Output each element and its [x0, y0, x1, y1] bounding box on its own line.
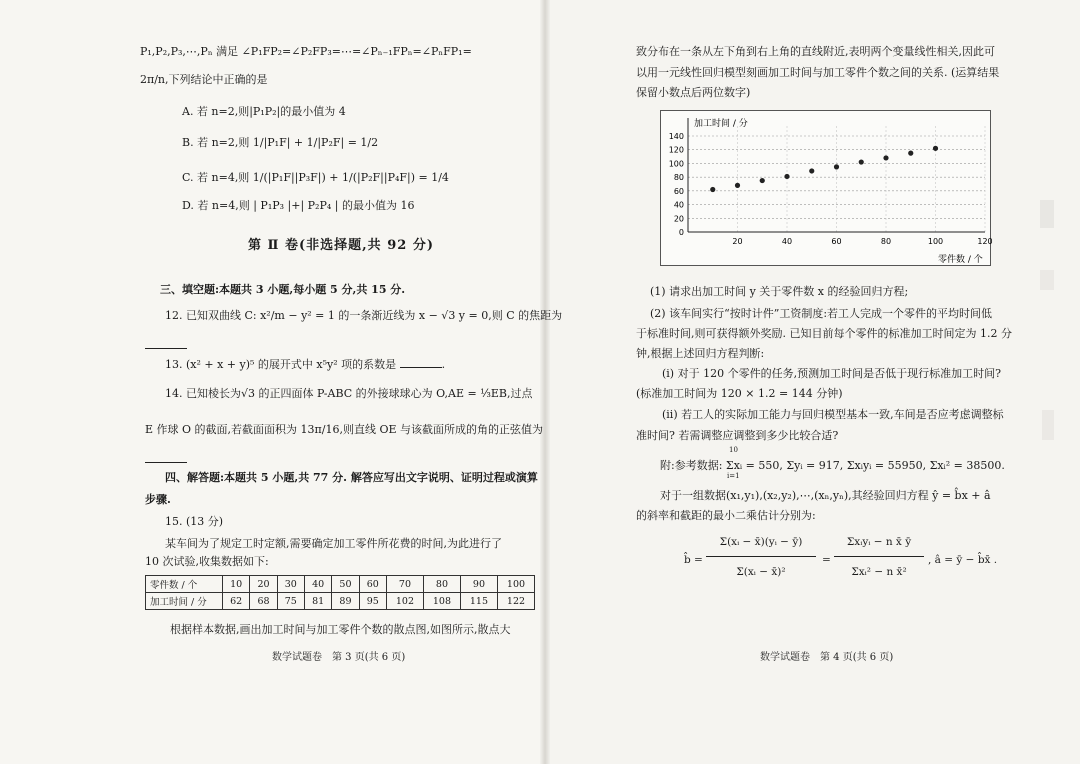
answer-blank-14 [145, 462, 187, 463]
table-cell: 50 [332, 576, 359, 593]
data-point [735, 183, 740, 188]
option-b: B. 若 n=2,则 1/|P₁F| + 1/|P₂F| = 1/2 [182, 136, 379, 149]
question-part-2-line2: 于标准时间,则可获得额外奖励. 已知目前每个零件的标准加工时间定为 1.2 分 [636, 327, 1012, 340]
table-cell: 60 [359, 576, 386, 593]
question-part-ii-line1: (ii) 若工人的实际加工能力与回归模型基本一致,车间是否应考虑调整标 [662, 408, 1004, 421]
intro-line2: 以用一元线性回归模型刻画加工时间与加工零件个数之间的关系. (运算结果 [636, 66, 1000, 79]
page-fold [540, 0, 550, 764]
table-cell: 75 [277, 593, 304, 610]
question-15-line2: 10 次试验,收集数据如下: [145, 555, 269, 568]
y-tick-label: 80 [673, 173, 684, 183]
y-axis-label: 加工时间 / 分 [694, 119, 748, 129]
left-footer: 数学试题卷 第 3 页(共 6 页) [272, 652, 406, 663]
table-row-label: 零件数 / 个 [146, 576, 223, 593]
data-point [710, 187, 715, 192]
table-cell: 20 [250, 576, 277, 593]
y-tick-label: 20 [673, 214, 684, 224]
table-cell: 100 [497, 576, 534, 593]
question-12: 12. 已知双曲线 C: x²/m − y² = 1 的一条渐近线为 x − √3 y = 0,则 C 的焦距为 [165, 309, 563, 322]
b-denominator-2: Σxᵢ² − n x̄² [851, 566, 907, 578]
reference-sum-4: Σxᵢ² = 38500. [929, 459, 1005, 472]
y-tick-label: 0 [678, 228, 684, 237]
option-a: A. 若 n=2,则|P₁P₂|的最小值为 4 [182, 105, 346, 118]
data-point [784, 174, 789, 179]
b-hat-label: b̂ = [684, 554, 703, 566]
table-cell: 115 [460, 593, 497, 610]
y-tick-label: 120 [668, 145, 684, 155]
x-tick-label: 120 [977, 237, 993, 246]
answer-blank-13 [400, 357, 442, 368]
intro-line1: 致分布在一条从左下角到右上角的直线附近,表明两个变量线性相关,因此可 [636, 45, 995, 58]
table-row [146, 593, 535, 610]
table-cell: 70 [386, 576, 423, 593]
right-footer: 数学试题卷 第 4 页(共 6 页) [760, 652, 894, 663]
x-tick-label: 20 [732, 237, 743, 246]
fraction-bar-1 [706, 556, 816, 557]
data-table [145, 575, 535, 610]
data-point [933, 146, 938, 151]
b-numerator-2: Σxᵢyᵢ − n x̄ ȳ [846, 536, 912, 548]
table-cell: 89 [332, 593, 359, 610]
ols-line1: 对于一组数据(x₁,y₁),(x₂,y₂),⋯,(xₙ,yₙ),其经验回归方程 ŷ = b̂x + â [660, 489, 991, 502]
table-cell: 68 [250, 593, 277, 610]
question-part-i-line1: (i) 对于 120 个零件的任务,预测加工时间是否低于现行标准加工时间? [662, 367, 1001, 380]
question-15-line1: 某车间为了规定工时定额,需要确定加工零件所花费的时间,为此进行了 [165, 537, 502, 550]
data-point [883, 155, 888, 160]
sum-upper-limit: 10 [729, 446, 738, 454]
x-tick-label: 80 [880, 237, 892, 246]
table-cell: 81 [304, 593, 331, 610]
x-tick-label: 100 [927, 237, 944, 246]
table-row [146, 576, 535, 593]
answer-blank-12 [145, 348, 187, 349]
scan-mark [1040, 270, 1054, 290]
option-c: C. 若 n=4,则 1/(|P₁F||P₃F|) + 1/(|P₂F||P₄F|) = 1/4 [182, 171, 449, 184]
table-cell: 30 [277, 576, 304, 593]
data-point [908, 151, 913, 156]
question-13 [165, 357, 445, 372]
question-part-2-line1: (2) 该车间实行“按时计件”工资制度:若工人完成一个零件的平均时间低 [650, 307, 993, 320]
answer-section-title: 四、解答题:本题共 5 小题,共 77 分. 解答应写出文字说明、证明过程或演算 [165, 471, 538, 484]
y-tick-label: 60 [673, 186, 684, 196]
y-tick-label: 140 [668, 132, 684, 141]
x-tick-label: 60 [831, 237, 842, 246]
sum-lower-limit: i=1 [727, 472, 740, 480]
b-denominator-1: Σ(xᵢ − x̄)² [736, 566, 786, 578]
table-cell: 108 [423, 593, 460, 610]
data-point [809, 168, 814, 173]
scan-mark [1042, 410, 1054, 440]
table-cell: 80 [423, 576, 460, 593]
table-cell: 62 [223, 593, 250, 610]
b-numerator-1: Σ(xᵢ − x̄)(yᵢ − ȳ) [719, 536, 803, 548]
q11-line1: P₁,P₂,P₃,⋯,Pₙ 满足 ∠P₁FP₂=∠P₂FP₃=⋯=∠Pₙ₋₁FPₙ=∠PₙFP₁= [140, 45, 472, 58]
reference-sum-2: Σyᵢ = 917 [786, 459, 840, 472]
reference-sum-3: Σxᵢyᵢ = 55950 [846, 459, 923, 472]
intro-line3: 保留小数点后两位数字) [636, 86, 751, 99]
table-cell: 95 [359, 593, 386, 610]
x-tick-label: 40 [781, 237, 793, 246]
a-hat-formula: , â = ȳ − b̂x̄ . [928, 554, 998, 566]
x-axis-label: 零件数 / 个 [938, 255, 983, 265]
question-part-1: (1) 请求出加工时间 y 关于零件数 x 的经验回归方程; [650, 285, 909, 298]
section-2-title: 第 Ⅱ 卷(非选择题,共 92 分) [248, 238, 434, 253]
question-part-2-line3: 钟,根据上述回归方程判断: [636, 347, 765, 360]
table-row-label: 加工时间 / 分 [146, 593, 223, 610]
question-13-text: 13. (x² + x + y)⁵ 的展开式中 x⁵y² 项的系数是 [165, 358, 397, 371]
question-part-ii-line2: 准时间? 若需调整应调整到多少比较合适? [636, 429, 839, 442]
reference-sum-1: Σxᵢ = 550 [725, 459, 780, 472]
reference-data: 附:参考数据: Σxᵢ = 550, Σyᵢ = 917, Σxᵢyᵢ = 55950, Σxᵢ² = 38500. [660, 459, 1005, 472]
table-cell: 10 [223, 576, 250, 593]
reference-label: 附:参考数据: [660, 459, 723, 472]
y-tick-label: 100 [668, 159, 684, 169]
question-15-head: 15. (13 分) [165, 515, 224, 528]
equals-sign: = [822, 554, 831, 566]
ols-line2: 的斜率和截距的最小二乘估计分别为: [636, 509, 816, 522]
question-14-line1: 14. 已知棱长为√3 的正四面体 P-ABC 的外接球球心为 O,AE = ⅓EB,过点 [165, 387, 533, 400]
data-point [834, 164, 839, 169]
fill-section-title: 三、填空题:本题共 3 小题,每小题 5 分,共 15 分. [160, 283, 406, 296]
table-cell: 102 [386, 593, 423, 610]
table-cell: 90 [460, 576, 497, 593]
data-point [760, 178, 765, 183]
question-15-after: 根据样本数据,画出加工时间与加工零件个数的散点图,如图所示,散点大 [170, 623, 511, 636]
option-d: D. 若 n=4,则 | P₁P₃ |+| P₂P₄ | 的最小值为 16 [182, 199, 415, 212]
answer-section-title-2: 步骤. [145, 493, 171, 506]
y-tick-label: 40 [673, 200, 684, 210]
question-part-i-line2: (标准加工时间为 120 × 1.2 = 144 分钟) [636, 387, 843, 400]
scatter-chart [660, 110, 1000, 270]
data-point [859, 159, 864, 164]
question-14-line2: E 作球 O 的截面,若截面面积为 13π/16,则直线 OE 与该截面所成的角的正弦值为 [145, 423, 543, 436]
q11-line2: 2π/n,下列结论中正确的是 [140, 73, 268, 86]
scan-mark [1040, 200, 1054, 228]
fraction-bar-2 [834, 556, 924, 557]
table-cell: 40 [304, 576, 331, 593]
table-cell: 122 [497, 593, 534, 610]
question-13-end: . [441, 358, 446, 371]
